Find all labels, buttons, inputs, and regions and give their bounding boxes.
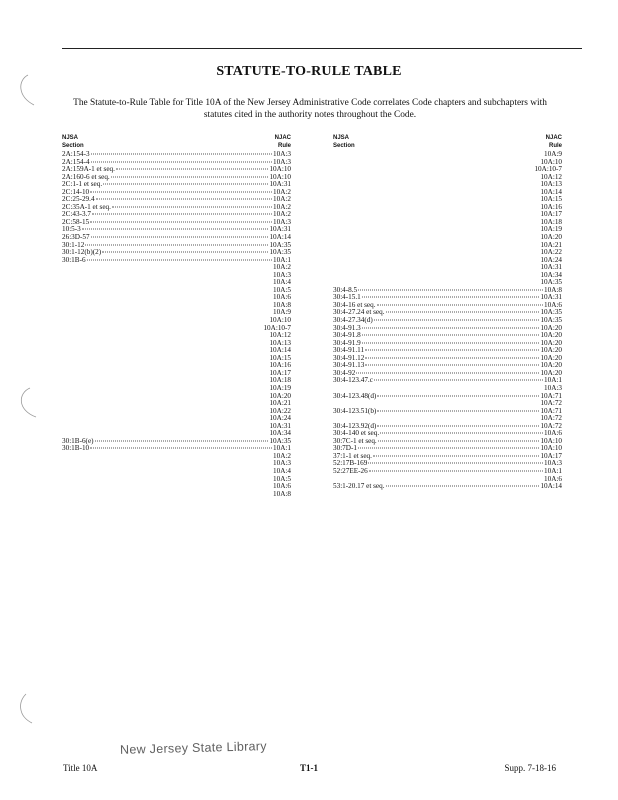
statute-section: 2A:159A-1 et seq. xyxy=(62,165,115,174)
statute-section: 2A:154-3 xyxy=(62,150,90,158)
code-rule: 10A:20 xyxy=(540,338,562,347)
dot-leader xyxy=(380,433,543,434)
statute-section: 30:7C-1 et seq. xyxy=(333,436,377,445)
library-stamp: New Jersey State Library xyxy=(119,739,268,757)
dot-leader xyxy=(362,335,540,336)
code-rule: 10A:71 xyxy=(540,406,562,415)
table-row xyxy=(62,468,291,476)
statute-section: 30:7D-1 xyxy=(333,444,357,453)
header-section: Section xyxy=(62,142,84,149)
table-row xyxy=(62,483,291,491)
code-rule: 10A:31 xyxy=(269,225,291,234)
column-header xyxy=(333,135,562,150)
code-rule: 10A:17 xyxy=(540,210,562,219)
code-rule: 10A:22 xyxy=(269,406,291,415)
code-rule: 10A:20 xyxy=(269,391,291,400)
code-rule: 10A:35 xyxy=(540,308,562,317)
table-row xyxy=(333,332,562,340)
punch-hole-mark-middle xyxy=(12,385,38,421)
table-row xyxy=(62,393,291,401)
code-rule: 10A:72 xyxy=(540,414,562,423)
table-row xyxy=(333,257,562,265)
statute-section: 2C:58-15 xyxy=(62,217,90,226)
code-rule: 10A:10 xyxy=(540,444,562,453)
code-rule: 10A:2 xyxy=(273,195,291,204)
code-rule: 10A:3 xyxy=(273,459,291,468)
statute-section: 2C:43-3.7 xyxy=(62,210,91,219)
dot-leader xyxy=(91,154,272,155)
statute-section: 30:4-140 et seq. xyxy=(333,429,380,438)
table-row xyxy=(333,279,562,287)
dot-leader xyxy=(374,380,543,381)
table-row xyxy=(333,438,562,446)
table-row xyxy=(62,340,291,348)
table-row xyxy=(62,181,291,189)
statute-section: 37:1-1 et seq. xyxy=(333,451,372,460)
code-rule: 10A:10-7 xyxy=(534,165,562,174)
code-rule: 10A:5 xyxy=(273,285,291,294)
dot-leader xyxy=(377,304,544,305)
statute-section: 30:4-123.48(d) xyxy=(333,391,377,400)
table-row xyxy=(62,272,291,280)
code-rule: 10A:4 xyxy=(273,466,291,475)
code-rule: 10A:8 xyxy=(544,285,562,294)
dot-leader xyxy=(374,320,540,321)
code-rule: 10A:17 xyxy=(269,368,291,377)
table-row xyxy=(62,491,291,499)
code-rule: 10A:21 xyxy=(540,240,562,249)
code-rule: 10A:22 xyxy=(540,248,562,257)
column-header xyxy=(62,135,291,150)
table-row xyxy=(62,438,291,446)
dot-leader xyxy=(377,410,539,411)
dot-leader xyxy=(91,161,272,162)
table-row xyxy=(333,468,562,476)
dot-leader xyxy=(365,357,539,358)
dot-leader xyxy=(91,237,269,238)
table-row xyxy=(333,166,562,174)
table-row xyxy=(333,211,562,219)
code-rule: 10A:34 xyxy=(269,429,291,438)
table-rows-right xyxy=(333,151,562,491)
code-rule: 10A:15 xyxy=(269,353,291,362)
table-row xyxy=(62,226,291,234)
dot-leader xyxy=(362,297,540,298)
footer-page-number: T1-1 xyxy=(300,763,318,773)
table-row xyxy=(62,347,291,355)
table-row xyxy=(333,181,562,189)
code-rule: 10A:2 xyxy=(273,451,291,460)
header-njac: NJAC xyxy=(545,135,562,141)
statute-section: 30:4-27.24 et seq. xyxy=(333,308,385,317)
statute-section: 2C:14-10 xyxy=(62,187,90,196)
dot-leader xyxy=(365,350,539,351)
code-rule: 10A:5 xyxy=(273,474,291,483)
code-rule: 10A:2 xyxy=(273,187,291,196)
code-rule: 10A:1 xyxy=(544,376,562,385)
code-rule: 10A:10 xyxy=(269,316,291,325)
dot-leader xyxy=(90,221,272,222)
table-row xyxy=(62,385,291,393)
dot-leader xyxy=(358,448,539,449)
code-rule: 10A:1 xyxy=(273,255,291,264)
table-row xyxy=(333,234,562,242)
dot-leader xyxy=(368,463,543,464)
table-row xyxy=(62,189,291,197)
statute-section: 30:4-16 et seq. xyxy=(333,300,376,309)
table-row xyxy=(333,189,562,197)
table-row xyxy=(62,332,291,340)
statute-section: 2A:160-6 et seq. xyxy=(62,172,110,181)
table-row xyxy=(333,151,562,159)
table-rows-left xyxy=(62,151,291,498)
dot-leader xyxy=(102,252,268,253)
punch-hole-mark-bottom xyxy=(12,690,38,726)
table-row xyxy=(62,234,291,242)
table-row xyxy=(333,340,562,348)
table-row xyxy=(62,415,291,423)
table-row xyxy=(333,242,562,250)
table-row xyxy=(62,264,291,272)
statute-section: 2C:35A-1 et seq. xyxy=(62,202,111,211)
code-rule: 10A:1 xyxy=(544,466,562,475)
code-rule: 10A:3 xyxy=(544,383,562,392)
header-section: Section xyxy=(333,142,355,149)
code-rule: 10A:14 xyxy=(269,233,291,242)
table-row xyxy=(62,257,291,265)
code-rule: 10A:1 xyxy=(273,444,291,453)
statute-section: 52:27EE-26 xyxy=(333,466,368,475)
statute-section: 53:1-20.17 et seq. xyxy=(333,482,385,491)
code-rule: 10A:20 xyxy=(540,361,562,370)
code-rule: 10A:3 xyxy=(273,150,291,158)
code-rule: 10A:10 xyxy=(269,172,291,181)
code-rule: 10A:2 xyxy=(273,210,291,219)
table-row xyxy=(62,325,291,333)
code-rule: 10A:6 xyxy=(544,429,562,438)
header-rule: Rule xyxy=(548,142,562,149)
dot-leader xyxy=(373,455,540,456)
code-rule: 10A:14 xyxy=(540,187,562,196)
table-row xyxy=(62,370,291,378)
dot-leader xyxy=(386,312,540,313)
statute-section: 30:4-8.5 xyxy=(333,285,358,294)
table-row xyxy=(62,279,291,287)
code-rule: 10A:17 xyxy=(540,451,562,460)
header-njsa: NJSA xyxy=(62,135,79,141)
code-rule: 10A:3 xyxy=(544,459,562,468)
code-rule: 10A:18 xyxy=(540,217,562,226)
table-row xyxy=(62,151,291,159)
dot-leader xyxy=(90,191,272,192)
statute-section: 2A:154-4 xyxy=(62,157,90,166)
code-rule: 10A:14 xyxy=(540,482,562,491)
dot-leader xyxy=(116,169,269,170)
code-rule: 10A:31 xyxy=(269,180,291,189)
code-rule: 10A:31 xyxy=(540,293,562,302)
code-rule: 10A:12 xyxy=(540,172,562,181)
statute-section: 30:1B-6 xyxy=(62,255,86,264)
statute-section: 30:4-91.11 xyxy=(333,346,365,355)
code-rule: 10A:4 xyxy=(273,278,291,287)
code-rule: 10A:35 xyxy=(540,316,562,325)
code-rule: 10A:20 xyxy=(540,331,562,340)
code-rule: 10A:19 xyxy=(540,225,562,234)
header-rule: Rule xyxy=(277,142,291,149)
code-rule: 10A:20 xyxy=(540,323,562,332)
statute-section: 30:4-91.3 xyxy=(333,323,361,332)
code-rule: 10A:31 xyxy=(269,421,291,430)
table-row xyxy=(333,325,562,333)
code-rule: 10A:35 xyxy=(269,436,291,445)
table-row xyxy=(333,355,562,363)
table-row xyxy=(62,408,291,416)
code-rule: 10A:20 xyxy=(540,353,562,362)
code-rule: 10A:10-7 xyxy=(263,323,291,332)
statute-section: 30:1B-6(e) xyxy=(62,436,94,445)
table-row xyxy=(62,317,291,325)
table-row xyxy=(62,249,291,257)
statute-section: 30:4-91.13 xyxy=(333,361,365,370)
code-rule: 10A:6 xyxy=(273,482,291,491)
table-row xyxy=(333,362,562,370)
code-rule: 10A:72 xyxy=(540,421,562,430)
table-row xyxy=(62,287,291,295)
code-rule: 10A:9 xyxy=(273,308,291,317)
table-row xyxy=(333,272,562,280)
code-rule: 10A:10 xyxy=(540,436,562,445)
table-row xyxy=(62,204,291,212)
table-row xyxy=(333,226,562,234)
table-row xyxy=(333,219,562,227)
table-row xyxy=(333,347,562,355)
code-rule: 10A:13 xyxy=(540,180,562,189)
table-row xyxy=(333,264,562,272)
dot-leader xyxy=(377,425,539,426)
statute-section: 26:3D-57 xyxy=(62,233,90,242)
table-row xyxy=(62,445,291,453)
code-rule: 10A:24 xyxy=(540,255,562,264)
code-rule: 10A:18 xyxy=(269,376,291,385)
code-rule: 10A:3 xyxy=(273,217,291,226)
statute-section: 30:4-92 xyxy=(333,368,356,377)
statute-section: 30:4-123.47.c xyxy=(333,376,373,385)
code-rule: 10A:13 xyxy=(269,338,291,347)
table-row xyxy=(62,460,291,468)
code-rule: 10A:2 xyxy=(273,202,291,211)
table-row xyxy=(62,219,291,227)
dot-leader xyxy=(112,206,272,207)
table-row xyxy=(62,476,291,484)
code-rule: 10A:16 xyxy=(540,202,562,211)
code-rule: 10A:3 xyxy=(273,270,291,279)
dot-leader xyxy=(377,395,539,396)
dot-leader xyxy=(358,289,543,290)
code-rule: 10A:21 xyxy=(269,399,291,408)
table-column-right xyxy=(333,135,562,491)
footer-supplement: Supp. 7-18-16 xyxy=(504,763,556,773)
table-row xyxy=(333,317,562,325)
statute-section: 30:4-123.51(b) xyxy=(333,406,377,415)
statute-section: 30:4-91.9 xyxy=(333,338,361,347)
dot-leader xyxy=(87,259,272,260)
table-row xyxy=(62,309,291,317)
dot-leader xyxy=(369,470,543,471)
code-rule: 10A:20 xyxy=(540,233,562,242)
table-row xyxy=(333,159,562,167)
code-rule: 10A:6 xyxy=(544,300,562,309)
code-rule: 10A:34 xyxy=(540,270,562,279)
table-row xyxy=(62,377,291,385)
table-row xyxy=(333,483,562,491)
table-row xyxy=(333,393,562,401)
code-rule: 10A:10 xyxy=(269,165,291,174)
table-row xyxy=(333,196,562,204)
dot-leader xyxy=(378,440,540,441)
code-rule: 10A:14 xyxy=(269,346,291,355)
statute-section: 30:4-123.92(d) xyxy=(333,421,377,430)
code-rule: 10A:9 xyxy=(544,150,562,158)
table-row xyxy=(333,287,562,295)
code-rule: 10A:19 xyxy=(269,383,291,392)
statute-section: 52:17B-169 xyxy=(333,459,368,468)
code-rule: 10A:15 xyxy=(540,195,562,204)
table-row xyxy=(62,400,291,408)
code-rule: 10A:16 xyxy=(269,361,291,370)
code-rule: 10A:71 xyxy=(540,391,562,400)
footer-title: Title 10A xyxy=(63,763,98,773)
table-row xyxy=(62,430,291,438)
code-rule: 10A:8 xyxy=(273,300,291,309)
dot-leader xyxy=(111,176,269,177)
table-row xyxy=(62,362,291,370)
table-row xyxy=(333,174,562,182)
top-rule xyxy=(62,48,582,49)
dot-leader xyxy=(365,365,539,366)
statute-section: 10:5-3 xyxy=(62,225,81,234)
dot-leader xyxy=(82,229,269,230)
table-row xyxy=(333,408,562,416)
code-rule: 10A:6 xyxy=(273,293,291,302)
statute-section: 30:4-91.8 xyxy=(333,331,361,340)
header-njsa: NJSA xyxy=(333,135,350,141)
statute-section: 30:4-91.12 xyxy=(333,353,365,362)
code-rule: 10A:35 xyxy=(269,248,291,257)
statute-section: 30:4-27.34(d) xyxy=(333,316,373,325)
dot-leader xyxy=(362,342,540,343)
dot-leader xyxy=(85,244,268,245)
dot-leader xyxy=(96,199,272,200)
code-rule: 10A:3 xyxy=(273,157,291,166)
code-rule: 10A:6 xyxy=(544,474,562,483)
statute-section: 30:4-15.1 xyxy=(333,293,361,302)
code-rule: 10A:12 xyxy=(269,331,291,340)
dot-leader xyxy=(356,372,539,373)
table-row xyxy=(333,453,562,461)
page-title: STATUTE-TO-RULE TABLE xyxy=(216,64,402,79)
statute-section: 30:1-12 xyxy=(62,240,85,249)
code-rule: 10A:35 xyxy=(269,240,291,249)
statute-section: 30:1B-10 xyxy=(62,444,90,453)
code-rule: 10A:8 xyxy=(273,489,291,498)
table-row xyxy=(62,211,291,219)
dot-leader xyxy=(103,184,268,185)
dot-leader xyxy=(92,214,272,215)
table-row xyxy=(333,204,562,212)
table-column-left xyxy=(62,135,291,498)
intro-paragraph: The Statute-to-Rule Table for Title 10A of the New Jersey Administrative Code correlates Code chapters and subchapters with statutes cited in the authority notes throughout the Code. xyxy=(73,98,547,120)
code-rule: 10A:72 xyxy=(540,399,562,408)
table-row xyxy=(62,302,291,310)
table-row xyxy=(62,294,291,302)
code-rule: 10A:20 xyxy=(540,346,562,355)
code-rule: 10A:24 xyxy=(269,414,291,423)
header-njac: NJAC xyxy=(274,135,291,141)
code-rule: 10A:31 xyxy=(540,263,562,272)
table-row xyxy=(62,453,291,461)
table-row xyxy=(62,423,291,431)
statute-section: 30:1-12(b)(2) xyxy=(62,248,102,257)
statute-section: 2C:1-1 et seq. xyxy=(62,180,103,189)
code-rule: 10A:20 xyxy=(540,368,562,377)
table-row xyxy=(333,249,562,257)
code-rule: 10A:10 xyxy=(540,157,562,166)
table-row xyxy=(333,377,562,385)
dot-leader xyxy=(362,327,540,328)
statute-section: 2C:25-29.4 xyxy=(62,195,95,204)
dot-leader xyxy=(90,448,272,449)
dot-leader xyxy=(95,440,269,441)
code-rule: 10A:2 xyxy=(273,263,291,272)
table-row xyxy=(62,355,291,363)
dot-leader xyxy=(386,486,540,487)
code-rule: 10A:35 xyxy=(540,278,562,287)
